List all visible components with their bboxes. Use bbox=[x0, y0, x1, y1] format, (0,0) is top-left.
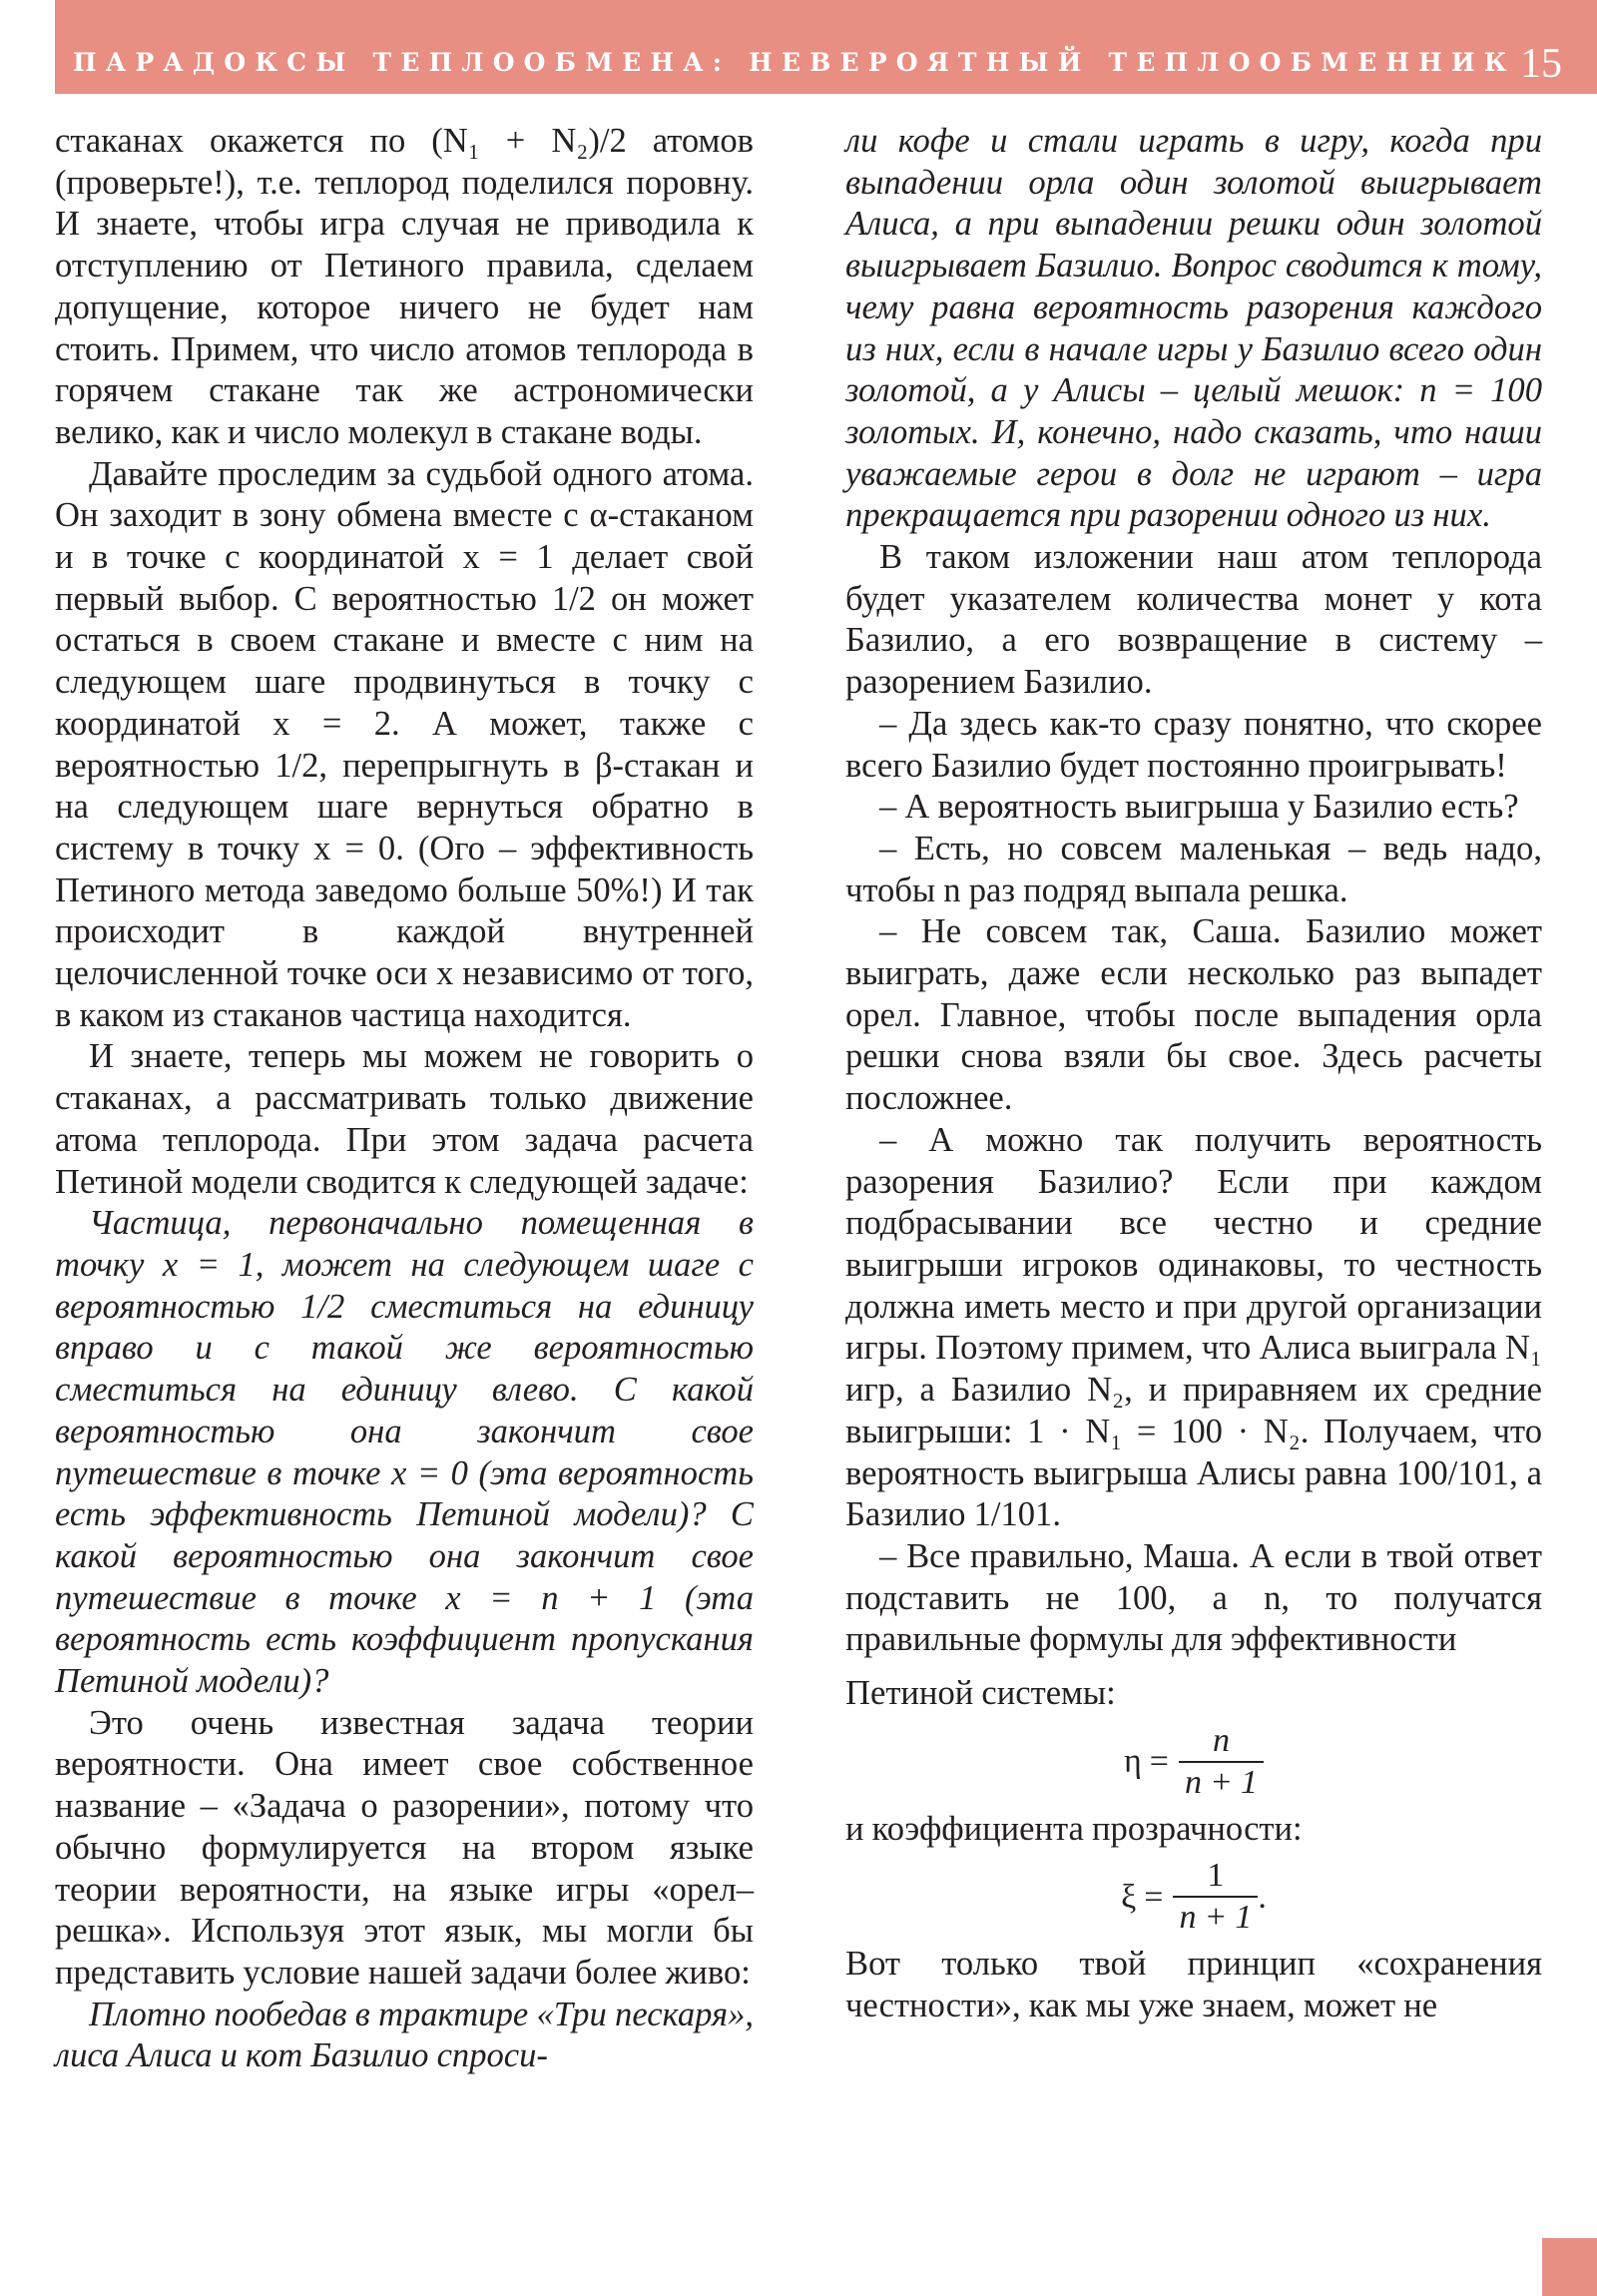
fraction-numerator: n bbox=[1212, 1721, 1230, 1759]
paragraph: В таком изложении наш атом теплорода будет указателем количества монет у кота Базилио, а его возвращение в систему – разорением Базилио. bbox=[845, 538, 1542, 702]
fraction-denominator: n + 1 bbox=[1173, 1896, 1258, 1938]
fraction bbox=[1173, 1856, 1258, 1938]
dialogue-line: – Не совсем так, Саша. Базилио может выиграть, даже если несколько раз выпадет орел. Главное, чтобы после выпадения орла решки снова взяли бы свое. Здесь расчеты посложнее. bbox=[845, 912, 1542, 1118]
dialogue-line: – А вероятность выигрыша у Базилио есть? bbox=[879, 788, 1519, 827]
corner-decoration bbox=[1542, 2238, 1597, 2296]
header-title: ПАРАДОКСЫ ТЕПЛООБМЕНА: НЕВЕРОЯТНЫЙ ТЕПЛООБМЕННИК bbox=[73, 48, 1516, 77]
formula-lhs: ξ = bbox=[1121, 1878, 1164, 1916]
paragraph: Петиной системы: bbox=[845, 1674, 1116, 1713]
efficiency-formula bbox=[845, 1715, 1542, 1809]
dialogue-line: – Все правильно, Маша. А если в твой ответ подставить не 100, а n, то получатся правильные формулы для эффективности bbox=[845, 1536, 1542, 1659]
fraction-denominator: n + 1 bbox=[1179, 1761, 1264, 1803]
paragraph: И знаете, теперь мы можем не говорить о стаканах, а рассматривать только движение атома теплорода. При этом задача расчета Петиной модели сводится к следующей задаче: bbox=[55, 1037, 754, 1201]
paragraph: стаканах окажется по (N₁ + N₂)/2 атомов (проверьте!), т.е. теплород поделился поровну. И знаете, чтобы игра случая не приводила к отступлению от Петиного правила, сделаем допущение, которое ничего не будет нам стоить. Примем, что число атомов теплорода в горячем стакане так же астрономически велико, как и число молекул в стакане воды. bbox=[55, 122, 754, 451]
transparency-formula bbox=[845, 1850, 1542, 1944]
paragraph: и коэффициента прозрачности: bbox=[845, 1809, 1303, 1848]
formula-lhs: η = bbox=[1124, 1742, 1169, 1780]
story-paragraph: Плотно пообедав в трактире «Три пескаря», лиса Алиса и кот Базилио спроси- bbox=[55, 1995, 754, 2075]
formula-tail: . bbox=[1258, 1878, 1267, 1916]
page-number: 15 bbox=[1520, 41, 1562, 87]
paragraph: Это очень известная задача теории вероятности. Она имеет свое собственное название – «Задача о разорении», потому что обычно формулируется на втором языке теории вероятности, на языке игры «орел–решка». Используя этот язык, мы могли бы представить условие нашей задачи более живо: bbox=[55, 1703, 754, 1992]
dialogue-line: – Да здесь как-то сразу понятно, что скорее всего Базилио будет постоянно проигрывать! bbox=[845, 704, 1542, 785]
paragraph: Вот только твой принцип «сохранения честности», как мы уже знаем, может не bbox=[845, 1945, 1542, 2025]
dialogue-line: – Есть, но совсем маленькая – ведь надо, чтобы n раз подряд выпала решка. bbox=[845, 829, 1542, 909]
problem-statement: Частица, первоначально помещенная в точку x = 1, может на следующем шаге с вероятностью 1/2 сместиться на единицу вправо и с такой же вероятностью сместиться на единицу влево. С какой вероятностью она закончит свое путешествие в точке x = 0 (эта вероятность есть эффективность Петиной модели)? С какой вероятностью она закончит свое путешествие в точке x = n + 1 (эта вероятность есть коэффициент пропускания Петиной модели)? bbox=[55, 1204, 754, 1701]
fraction bbox=[1179, 1721, 1264, 1803]
dialogue-line: – А можно так получить вероятность разорения Базилио? Если при каждом подбрасывании все честно и средние выигрыши игроков одинаковы, то честность должна иметь место и при другой организации игры. Поэтому примем, что Алиса выиграла N₁ игр, а Базилио N₂, и приравняем их средние выигрыши: 1 · N₁ = 100 · N₂. Получаем, что вероятность выигрыша Алисы равна 100/101, а Базилио 1/101. bbox=[845, 1120, 1542, 1534]
running-header bbox=[55, 0, 1597, 94]
paragraph: Давайте проследим за судьбой одного атома. Он заходит в зону обмена вместе с α-стаканом и в точке с координатой x = 1 делает свой первый выбор. С вероятностью 1/2 он может остаться в своем стакане и вместе с ним на следующем шаге продвинуться в точку с координатой x = 2. А может, также с вероятностью 1/2, перепрыгнуть в β-стакан и на следующем шаге вернуться обратно в систему в точку x = 0. (Ого – эффективность Петиного метода заведомо больше 50%!) И так происходит в каждой внутренней целочисленной точке оси x независимо от того, в каком из стаканов частица находится. bbox=[55, 454, 754, 1034]
left-column bbox=[55, 121, 754, 2077]
story-paragraph: ли кофе и стали играть в игру, когда при выпадении орла один золотой выигрывает Алиса, а при выпадении решки один золотой выигрывает Базилио. Вопрос сводится к тому, чему равна вероятность разорения каждого из них, если в начале игры у Базилио всего один золотой, а у Алисы – целый мешок: n = 100 золотых. И, конечно, надо сказать, что наши уважаемые герои в долг не играют – игра прекращается при разорении одного из них. bbox=[845, 122, 1542, 535]
fraction-numerator: 1 bbox=[1207, 1857, 1225, 1895]
right-column bbox=[845, 121, 1542, 2027]
